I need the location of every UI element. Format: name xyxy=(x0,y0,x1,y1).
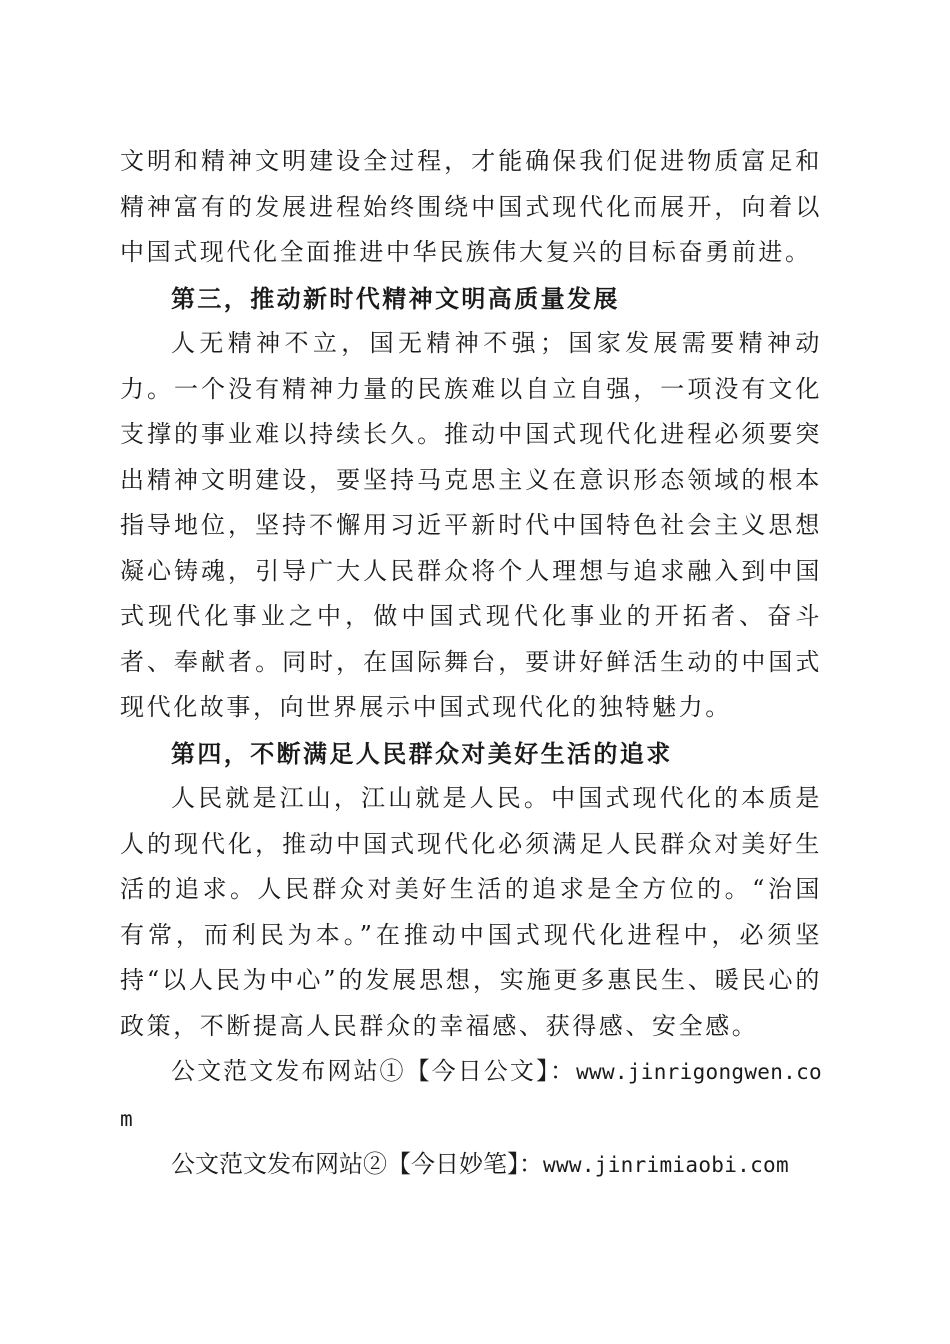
website-url-2[interactable]: www.jinrimiaobi.com xyxy=(543,1153,789,1177)
website-entry-1 xyxy=(120,1049,822,1142)
website-entry-2 xyxy=(120,1142,822,1189)
section-3-body: 人无精神不立，国无精神不强；国家发展需要精神动力。一个没有精神力量的民族难以自立自强，一项没有文化支撑的事业难以持续长久。推动中国式现代化进程必须要突出精神文明建设，要坚持马克思主义在意识形态领域的根本指导地位，坚持不懈用习近平新时代中国特色社会主义思想凝心铸魂，引导广大人民群众将个人理想与追求融入到中国式现代化事业之中，做中国式现代化事业的开拓者、奋斗者、奉献者。同时，在国际舞台，要讲好鲜活生动的中国式现代化故事，向世界展示中国式现代化的独特魅力。 xyxy=(120,329,822,721)
section-3-heading: 第三，推动新时代精神文明高质量发展 xyxy=(171,283,620,313)
document-page xyxy=(120,139,822,1189)
intro-paragraph: 文明和精神文明建设全过程，才能确保我们促进物质富足和精神富有的发展进程始终围绕中国式现代化而展开，向着以中国式现代化全面推进中华民族伟大复兴的目标奋勇前进。 xyxy=(120,147,822,266)
website-label-1: 公文范文发布网站①【今日公文】： xyxy=(171,1057,577,1085)
section-4-body: 人民就是江山，江山就是人民。中国式现代化的本质是人的现代化，推动中国式现代化必须满足人民群众对美好生活的追求。人民群众对美好生活的追求是全方位的。“治国有常，而利民为本。”在推动中国式现代化进程中，必须坚持“以人民为中心”的发展思想，实施更多惠民生、暖民心的政策，不断提高人民群众的幸福感、获得感、安全感。 xyxy=(120,784,822,1040)
website-url-1[interactable]: www.jinrigongwen.com xyxy=(120,1060,822,1131)
website-label-2: 公文范文发布网站②【今日妙笔】： xyxy=(171,1150,543,1178)
section-4-heading: 第四，不断满足人民群众对美好生活的追求 xyxy=(171,738,673,768)
website-list xyxy=(120,1049,822,1189)
